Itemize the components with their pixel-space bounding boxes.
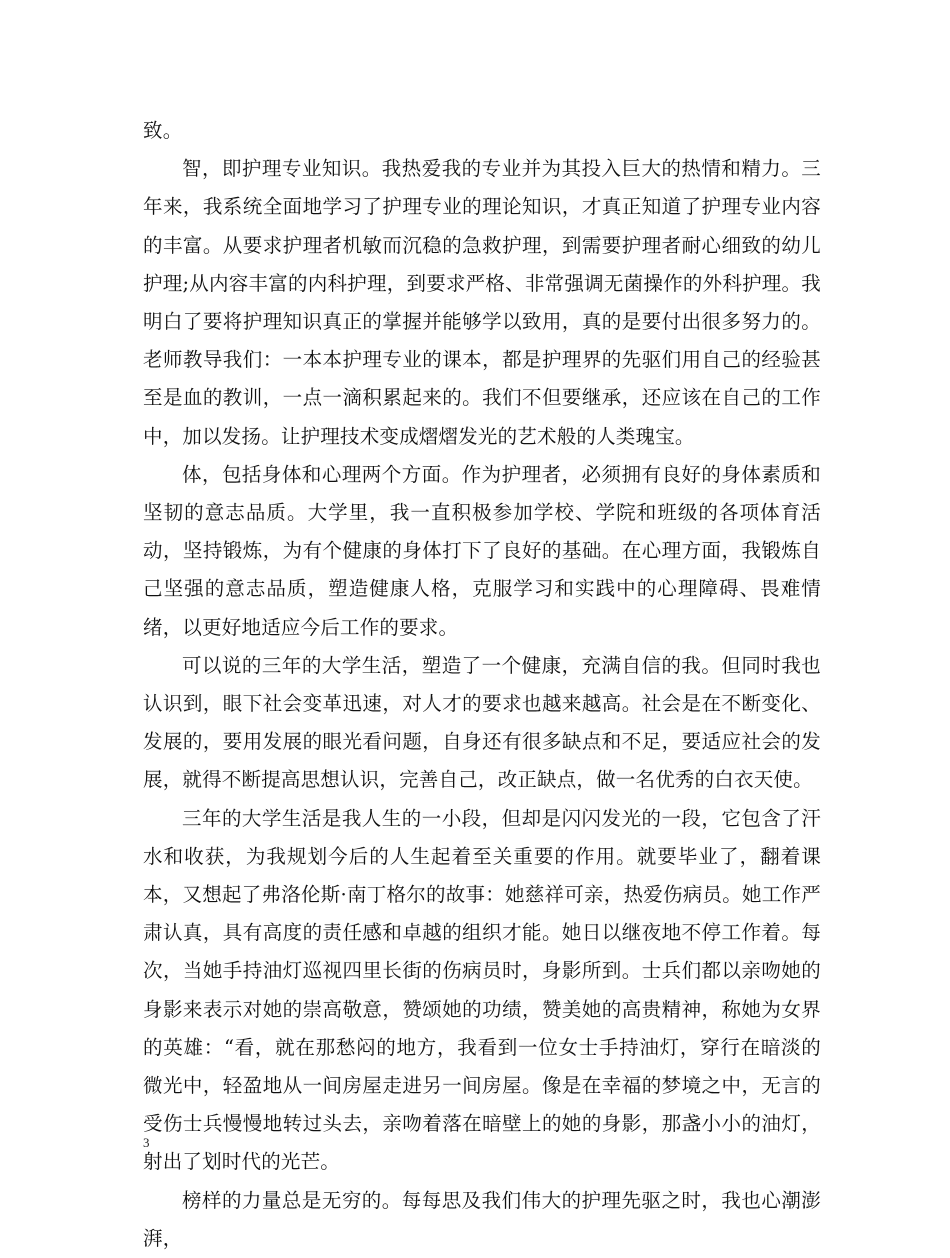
page-number: 3 <box>143 1135 150 1150</box>
paragraph-role-model: 榜样的力量总是无穷的。每每思及我们伟大的护理先驱之时，我也心潮澎湃， <box>143 1188 821 1250</box>
paragraph-continuation: 致。 <box>143 119 183 142</box>
paragraph-body-health: 体，包括身体和心理两个方面。作为护理者，必须拥有良好的身体素质和坚韧的意志品质。大学里，我一直积极参加学校、学院和班级的各项体育活动，坚持锻炼，为有个健康的身体打下了良好的基础。在心理方面，我锻炼自己坚强的意志品质，塑造健康人格，克服学习和实践中的心理障碍、畏难情绪，以更好地适应今后工作的要求。 <box>143 462 821 639</box>
paragraph-nightingale: 三年的大学生活是我人生的一小段，但却是闪闪发光的一段，它包含了汗水和收获，为我规划今后的人生起着至关重要的作用。就要毕业了，翻着课本，又想起了弗洛伦斯·南丁格尔的故事：她慈祥可亲，热爱伤病员。她工作严肃认真，具有高度的责任感和卓越的组织才能。她日以继夜地不停工作着。每次，当她手持油灯巡视四里长街的伤病员时，身影所到。士兵们都以亲吻她的身影来表示对她的崇高敬意，赞颂她的功绩，赞美她的高贵精神，称她为女界的英雄：“看，就在那愁闷的地方，我看到一位女士手持油灯，穿行在暗淡的微光中，轻盈地从一间房屋走进另一间房屋。像是在幸福的梦境之中，无言的受伤士兵慢慢地转过头去，亲吻着落在暗壁上的她的身影，那盏小小的油灯，射出了划时代的光芒。 <box>143 806 821 1174</box>
paragraph-self-reflection: 可以说的三年的大学生活，塑造了一个健康，充满自信的我。但同时我也认识到，眼下社会变革迅速，对人才的要求也越来越高。社会是在不断变化、发展的，要用发展的眼光看问题，自身还有很多缺点和不足，要适应社会的发展，就得不断提高思想认识，完善自己，改正缺点，做一名优秀的白衣天使。 <box>143 653 821 792</box>
document-body <box>143 112 821 1258</box>
paragraph-wisdom: 智，即护理专业知识。我热爱我的专业并为其投入巨大的热情和精力。三年来，我系统全面地学习了护理专业的理论知识，才真正知道了护理专业内容的丰富。从要求护理者机敏而沉稳的急救护理，到需要护理者耐心细致的幼儿护理;从内容丰富的内科护理，到要求严格、非常强调无菌操作的外科护理。我明白了要将护理知识真正的掌握并能够学以致用，真的是要付出很多努力的。老师教导我们：一本本护理专业的课本，都是护理界的先驱们用自己的经验甚至是血的教训，一点一滴积累起来的。我们不但要继承，还应该在自己的工作中，加以发扬。让护理技术变成熠熠发光的艺术般的人类瑰宝。 <box>143 157 821 448</box>
